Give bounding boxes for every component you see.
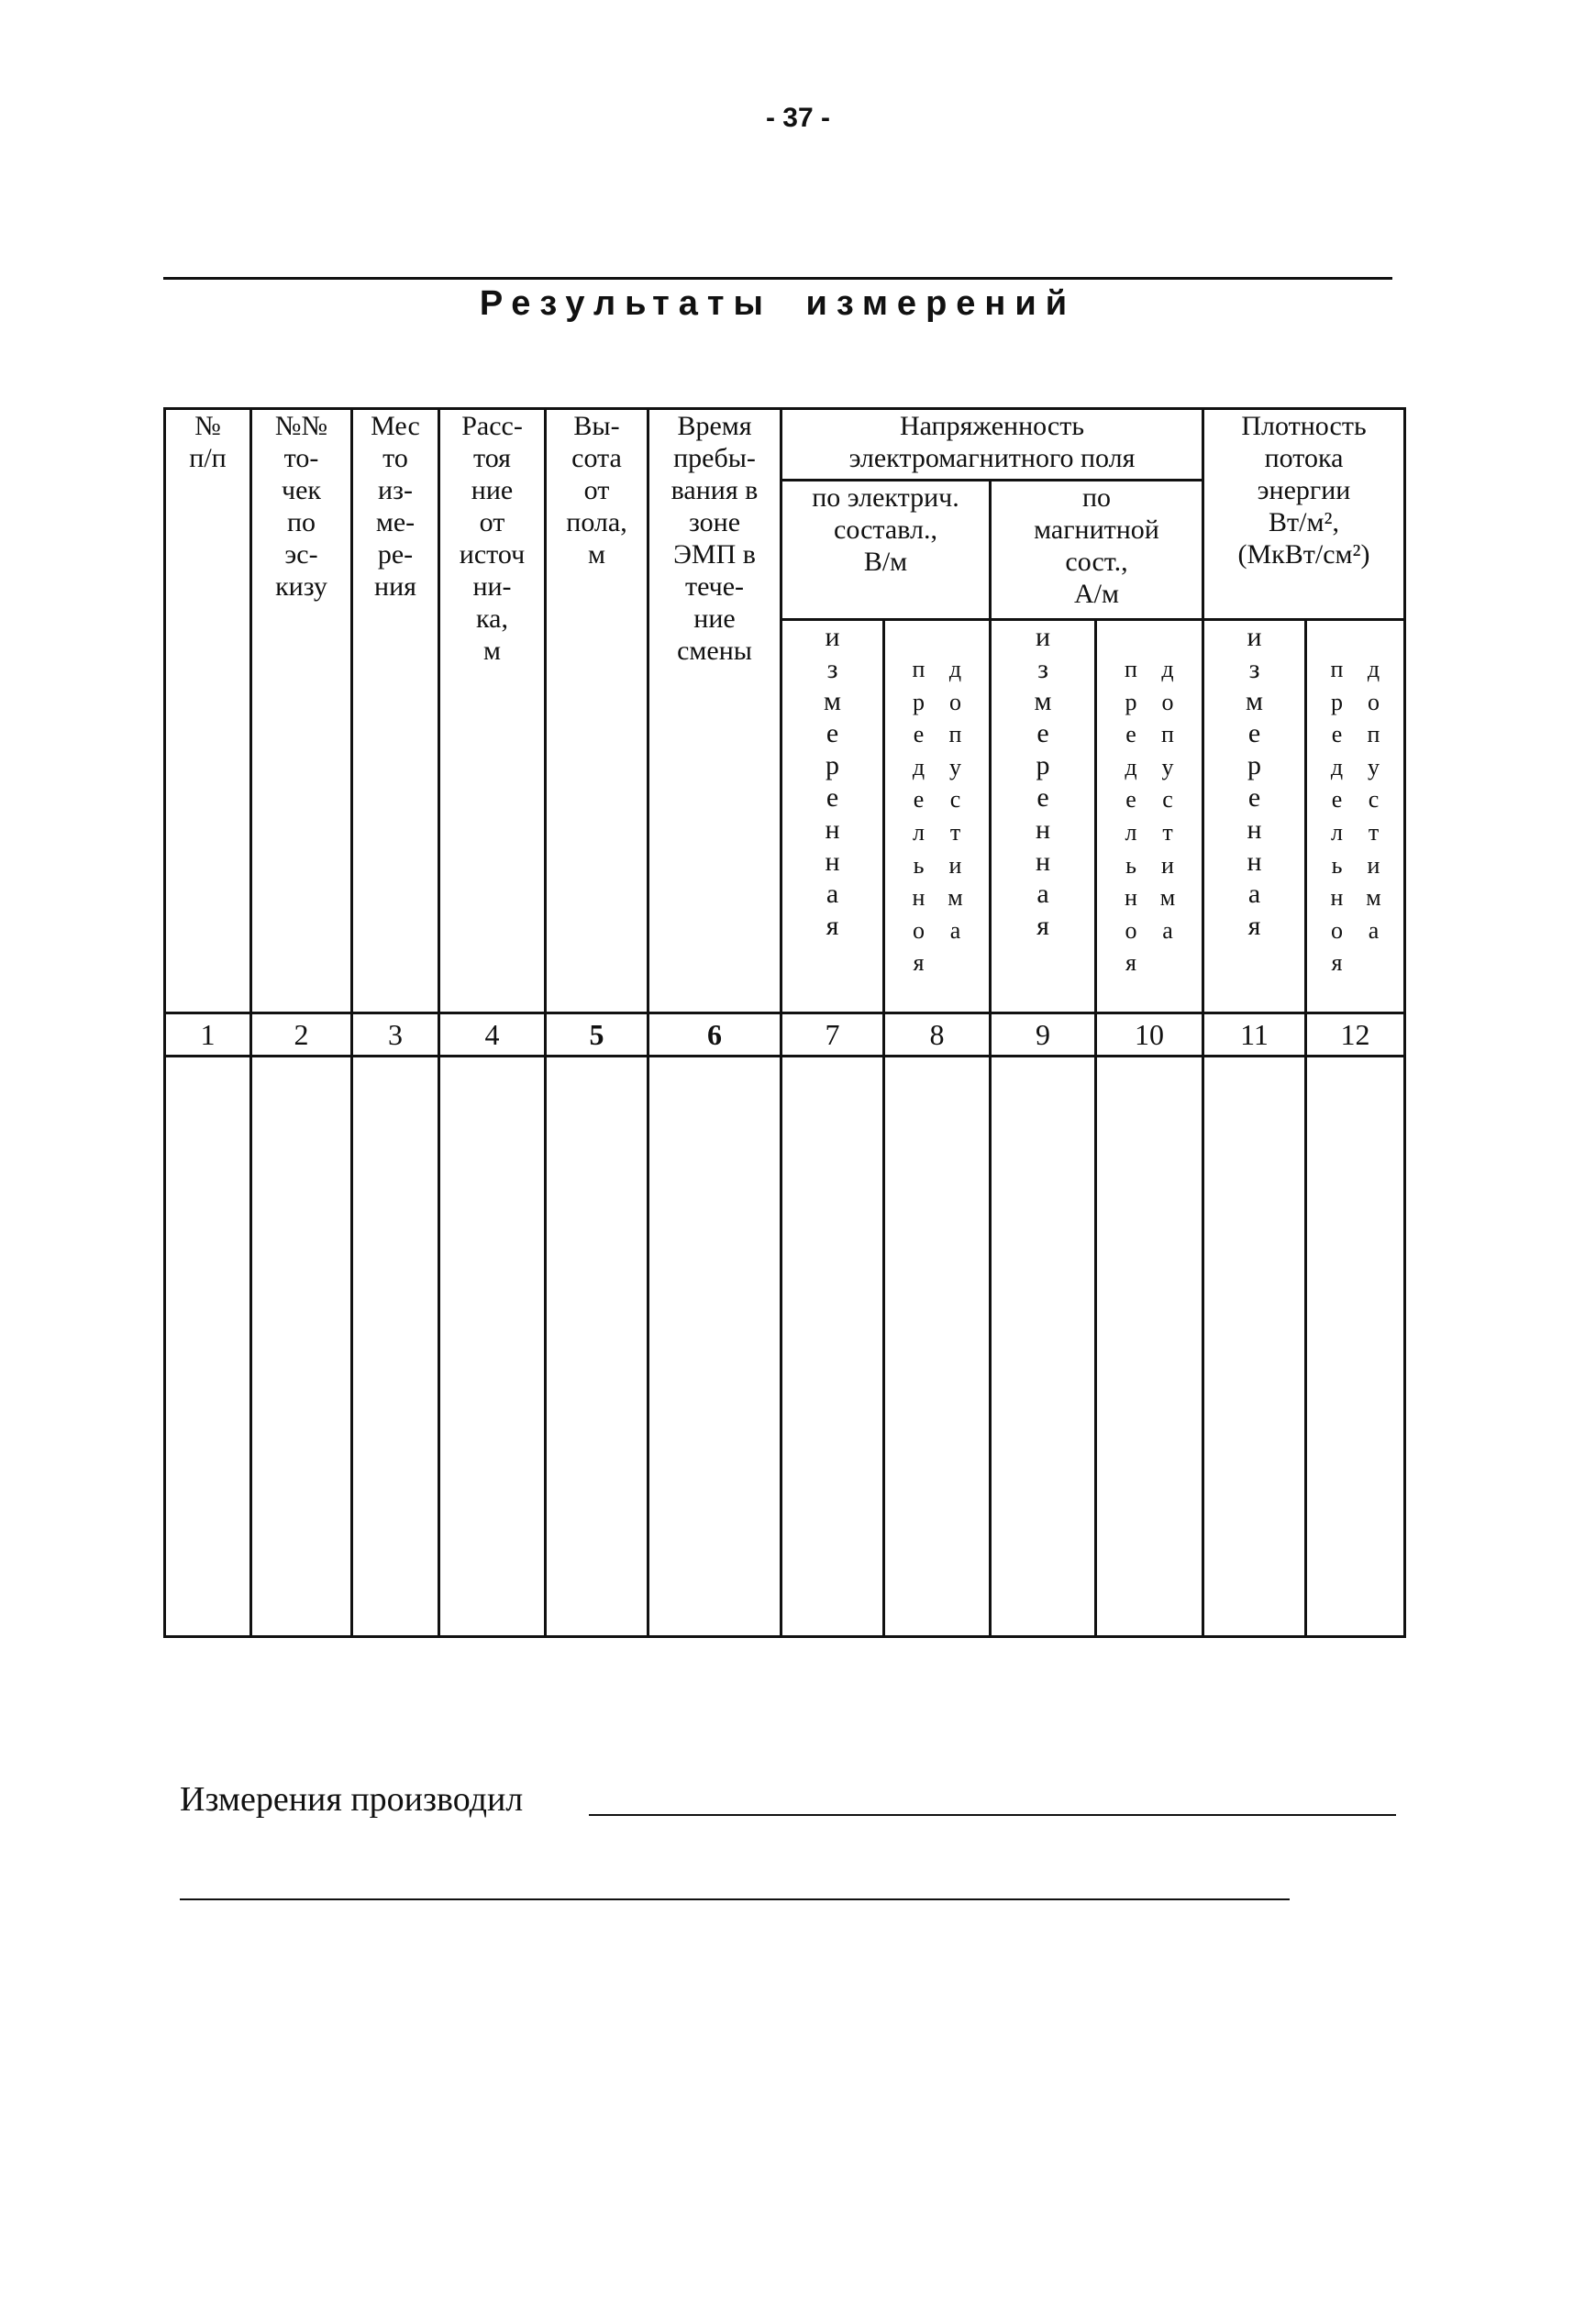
header-field-strength: Напряженность электромагнитного поля xyxy=(781,409,1203,481)
header-row-number: № п/п xyxy=(165,409,251,1013)
header-measured-magnetic: и з м е р е н н а я xyxy=(991,620,1096,1013)
column-number: 1 xyxy=(165,1013,251,1056)
empty-cell[interactable] xyxy=(1306,1056,1405,1636)
header-allowed-flux: п р е д е л ь н о я д о п у с т и м а xyxy=(1306,620,1405,1013)
signature-line[interactable] xyxy=(589,1814,1396,1816)
empty-cell[interactable] xyxy=(1203,1056,1306,1636)
document-title: Результаты измерений xyxy=(479,284,1077,323)
results-table xyxy=(163,407,1406,1638)
signature-line-second[interactable] xyxy=(180,1898,1290,1900)
column-number: 7 xyxy=(781,1013,884,1056)
header-measured-electric: и з м е р е н н а я xyxy=(781,620,884,1013)
empty-data-row xyxy=(165,1056,1405,1636)
empty-cell[interactable] xyxy=(439,1056,546,1636)
signature-label: Измерения производил xyxy=(180,1780,524,1819)
header-point-number: №№ то- чек по эс- кизу xyxy=(251,409,352,1013)
column-number: 3 xyxy=(352,1013,439,1056)
empty-cell[interactable] xyxy=(884,1056,991,1636)
empty-cell[interactable] xyxy=(648,1056,781,1636)
column-number: 5 xyxy=(546,1013,648,1056)
empty-cell[interactable] xyxy=(781,1056,884,1636)
empty-cell[interactable] xyxy=(1096,1056,1203,1636)
header-energy-flux: Плотность потока энергии Вт/м², (МкВт/см²) xyxy=(1203,409,1405,620)
header-allowed-electric: п р е д е л ь н о я д о п у с т и м а xyxy=(884,620,991,1013)
column-number: 4 xyxy=(439,1013,546,1056)
header-allowed-magnetic: п р е д е л ь н о я д о п у с т и м а xyxy=(1096,620,1203,1013)
empty-cell[interactable] xyxy=(165,1056,251,1636)
empty-cell[interactable] xyxy=(991,1056,1096,1636)
empty-cell[interactable] xyxy=(352,1056,439,1636)
header-measurement-place: Мес то из- ме- ре- ния xyxy=(352,409,439,1013)
column-number-row xyxy=(165,1013,1405,1056)
column-number: 2 xyxy=(251,1013,352,1056)
column-number: 12 xyxy=(1306,1013,1405,1056)
header-distance: Расс- тоя ние от источ ни- ка, м xyxy=(439,409,546,1013)
top-rule xyxy=(163,277,1392,280)
column-number: 10 xyxy=(1096,1013,1203,1056)
column-number: 8 xyxy=(884,1013,991,1056)
column-number: 6 xyxy=(648,1013,781,1056)
column-number: 9 xyxy=(991,1013,1096,1056)
header-exposure-time: Время пребы- вания в зоне ЭМП в тече- ние смены xyxy=(648,409,781,1013)
header-measured-flux: и з м е р е н н а я xyxy=(1203,620,1306,1013)
header-magnetic-component: по магнитной сост., А/м xyxy=(991,481,1203,620)
header-height: Вы- сота от пола, м xyxy=(546,409,648,1013)
page-number: - 37 - xyxy=(765,103,831,133)
empty-cell[interactable] xyxy=(546,1056,648,1636)
empty-cell[interactable] xyxy=(251,1056,352,1636)
header-electric-component: по электрич. составл., В/м xyxy=(781,481,991,620)
column-number: 11 xyxy=(1203,1013,1306,1056)
